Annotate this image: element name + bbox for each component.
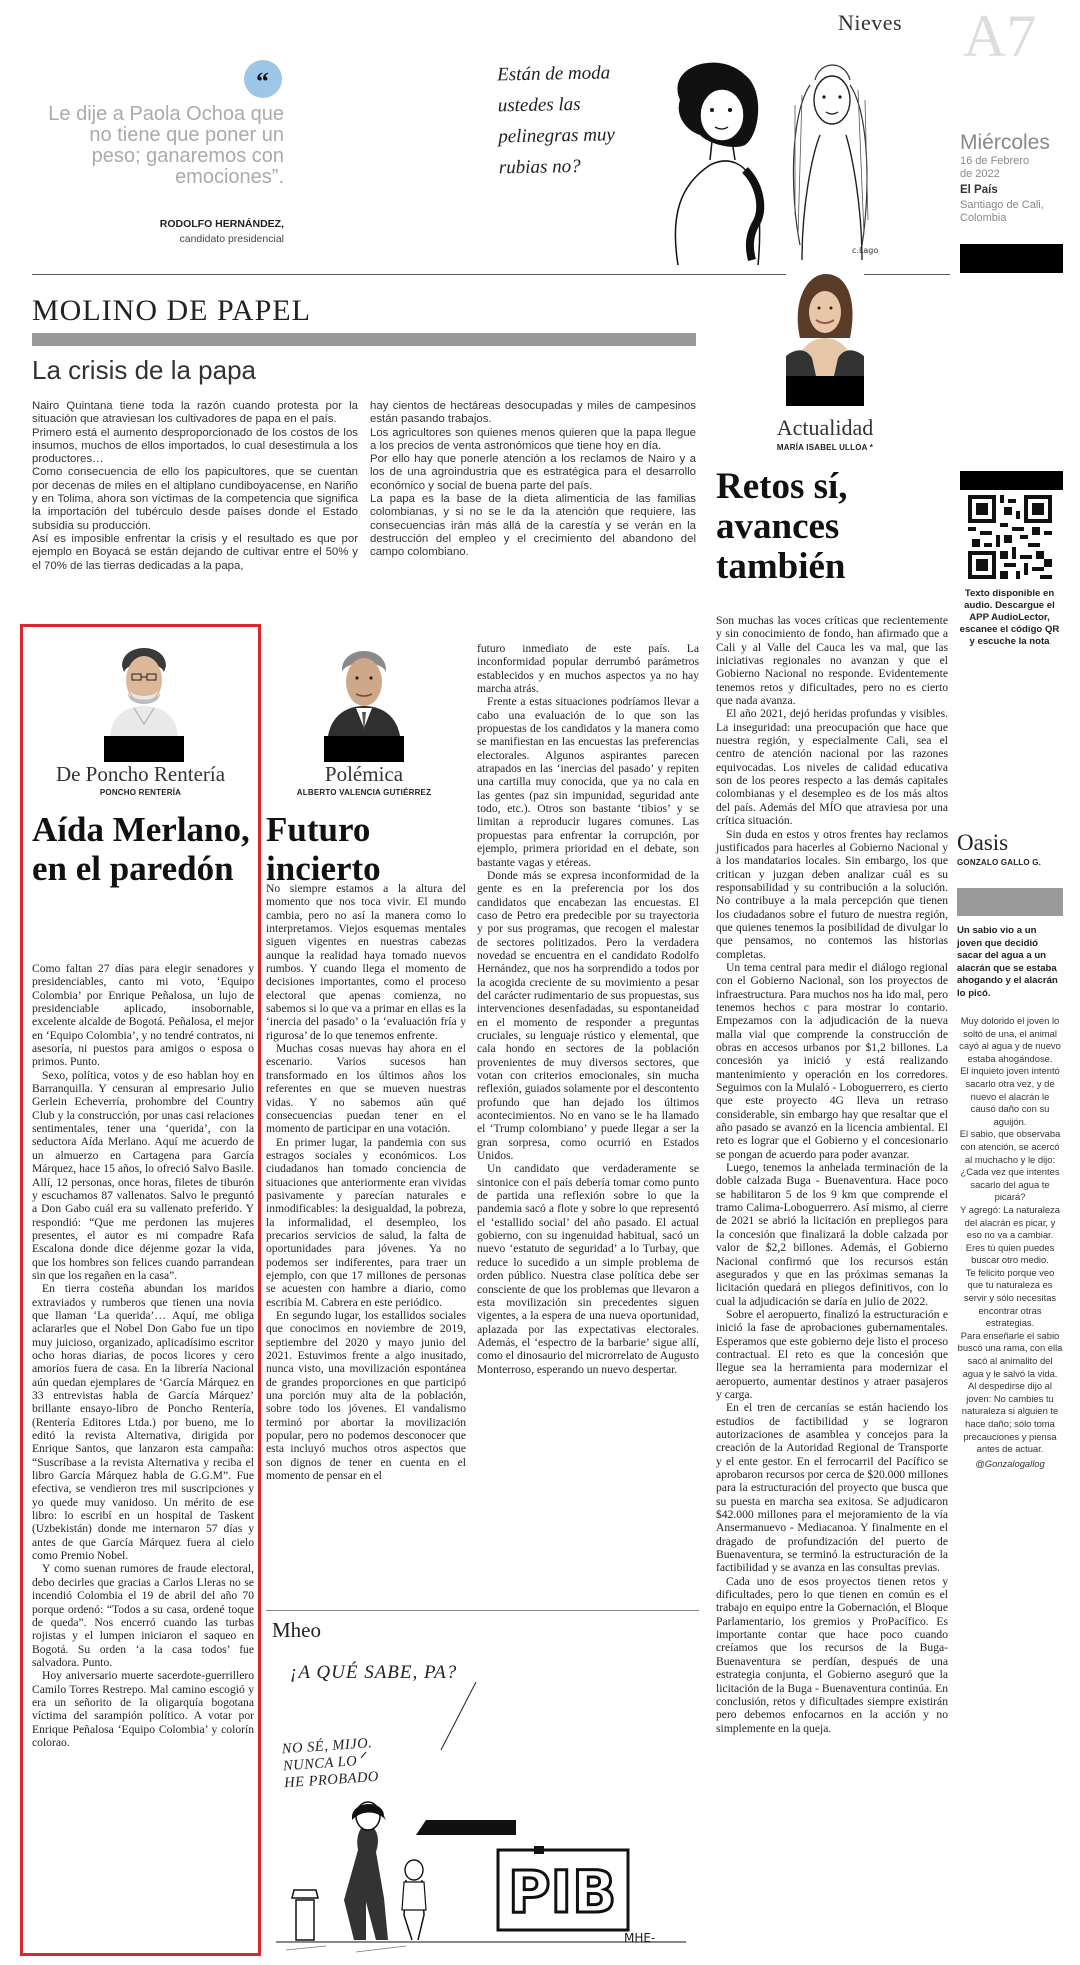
poncho-author: PONCHO RENTERÍA (99, 788, 182, 797)
mheo-title: Mheo (272, 1618, 321, 1642)
molino-kicker: MOLINO DE PAPEL (32, 294, 311, 327)
poncho-paragraph: Y como suenan rumores de fraude electoral, debo decirles que gracias a Carlos Lleras no se incendió Colombia el 19 de abril del año 70 porque ordenó: “Todos a su casa, ordené toque de queda”. Nos encerró cuando las turbas rojistas y el lumpen iniciaron el saqueo en Bogotá. Su orden ‘a la casa todos’ fue salvadora. Punto. (32, 1562, 254, 1669)
cartoon-mheo (266, 1640, 699, 1960)
oasis-paragraph: El sabio, que observaba con atención, se acercó al muchacho y le dijo: ¿Cada vez que intentes sacarlo del agua te picará? (959, 1128, 1061, 1203)
qr-caption: Texto disponible en audio. Descargue el APP AudioLector, escanee el código QR y escuche la nota (959, 588, 1060, 647)
polemica-paragraph: No siempre estamos a la altura del momento que nos toca vivir. El mundo cambia, pero no así la manera como lo interpretamos. Viejos esquemas mentales siguen vigentes en nuestras cabezas aunque la realidad haya tomado nuevos rumbos. Y cuando llega el momento de decisiones importantes, como el proceso electoral que apenas comienza, no sabemos si lo que va a primar en ellas es la ‘inercia del pasado’ o la ‘evaluación fría y rigurosa’ de lo que tenemos enfrente. (266, 882, 466, 1042)
author-photo-valencia (324, 632, 404, 736)
author-photo-bar-poncho (104, 736, 184, 762)
oasis-paragraph: Para enseñarle el sabio buscó una rama, con ella sacó al animalito del agua y le salvó la vida. (957, 1329, 1063, 1379)
poncho-paragraph: En tierra costeña abundan los maridos extraviados y rumberos que tienen una novia que llaman ‘La querida’… Aquí, me obliga aclararles que el Nobel Don Gabo fue un tipo muy juicioso, organizado, aplicadísimo escritor ocho horas diarias, de pocos licores y cero amoríos fuera de casa. En la librería Nacional aún quedan ejemplares de ‘García Márquez en 33 entrevistas habla de García Márquez’ brillante ensayo-libro de Poncho Rentería, (Rentería Editores Ltda.) por bueno, me lo editó la revista Alternativa, dirigida por Enrique Santos, que lanzaron esta campaña: “Suscríbase a la revista Alternativa y reciba el libro García Márquez habla de G.G.M”. Fue efectiva, se vendieron tres mil suscripciones y yo quede muy vanidoso. Un mérito de ese libro: lo escribí en un hospital de Taskent (Uzbekistán) donde me internaron 57 días y antes de que García Márquez fuera al cielo como Premio Nobel. (32, 1282, 254, 1563)
polemica-paragraph: Muchas cosas nuevas hay ahora en el escenario. Varios sucesos han transformado en los últimos años los referentes en que se mueven nuestras vidas. Y no sabemos aún qué consecuencias puedan tener en el momento de participar en una votación. (266, 1042, 466, 1136)
quote-mark-icon (244, 60, 282, 98)
author-photo-poncho (104, 632, 184, 736)
cartoon-mheo-sign: PIB (508, 1858, 617, 1926)
quote-text: Le dije a Paola Ochoa que no tiene que poner un peso; ganaremos con emociones”. (48, 103, 284, 188)
polemica-headline: Futuro incierto (266, 810, 381, 888)
polemica-body-right (477, 642, 699, 1376)
polemica-paragraph: En segundo lugar, los estallidos sociales que conocimos en noviembre de 2019, septiembre del 2020 y mayo junio del 2021. Estuvimos frente a algo inusitado, nunca visto, una movilización espontánea de grandes proporciones en que participó una porción muy alta de la población, sobre todo los jóvenes. El vandalismo terminó por abortar la movilización popular, pero no podemos desconocer que esta incluyó muchos otros aspectos que son dignos de tener en cuenta en el momento de pensar en el (266, 1309, 466, 1483)
cartoon-nieves-signature: c.Lago (852, 246, 879, 255)
actualidad-column-name: Actualidad (776, 415, 874, 440)
oasis-title: Oasis (957, 830, 1009, 855)
actualidad-paragraph: Sobre el aeropuerto, finalizó la estructuración e inició la fase de aprobaciones gubernamentales. Esperamos que este gobierno deje listo el proceso contractual. El reto es que la concesión que llegue sea la herramienta para modernizar el aeropuerto, aumentar destinos y atraer pasajeros y carga. (716, 1307, 948, 1401)
oasis-paragraph: Y agregó: La naturaleza del alacrán es picar, y eso no va a cambiar. Eres tú quien puedes buscar otro medio. (960, 1203, 1060, 1266)
oasis-author: GONZALO GALLO G. (957, 858, 1042, 867)
oasis-bar (957, 888, 1063, 916)
oasis-paragraph: Muy dolorido el joven lo soltó de una, el animal cayó al agua y de nuevo estaba ahogándose. (959, 1015, 1061, 1064)
oasis-paragraph: Te felicito porque veo que tu naturaleza es servir y sólo necesitas encontrar otras estrategias. (963, 1266, 1057, 1329)
page-day: Miércoles (960, 131, 1050, 154)
actualidad-paragraph: Cada uno de esos proyectos tienen retos y dificultades, pero lo que tienen en común es el trabajo en equipo entre la Gobernación, el Bloque Parlamentario, los gremios y ProPacífico. Es importante contar que hace poco cuando creíamos que los recursos de la Buga-Buenaventura se perdían, después de una estrategia conjunta, el Gobierno aseguró que la licitación de la Buga - Buenaventura continúa. En conclusión, retos y dificultades siempre existirán pero debemos enfocarnos en la acción y no simplemente en la queja. (716, 1574, 948, 1735)
actualidad-paragraph: Sin duda en estos y otros frentes hay reclamos justificados para hacerles al Gobierno Nacional y a los mandatarios locales. Sin embargo, los que critican y juzgan deben analizar cuál es su responsabilidad y su contribución a la solución. No contribuye a la mala percepción que tienen los ciudadanos sobre el futuro de nuestra región, que quienes tenemos la posibilidad de divulgar lo que pensamos, no contemos las historias completas. (716, 827, 948, 961)
actualidad-headline: Retos sí, avances también (716, 466, 848, 587)
actualidad-paragraph: El año 2021, dejó heridas profundas y visibles. La inseguridad: una preocupación que hace que nuestra región, y especialmente Cali, sea el centro de atención nacional por las razones equivocadas. Los niveles de calidad educativa son de los peores respecto a las demás capitales colombianas y el desempleo es de los más altos del país. Además del MÍO que atraviesa por una crítica situación. (716, 707, 948, 828)
cartoon-mheo-signature: MHE- (624, 1931, 656, 1945)
polemica-column-name: Polémica (324, 762, 404, 786)
author-photo-bar-ulloa (786, 376, 864, 406)
molino-bar (32, 333, 696, 346)
molino-col1: Nairo Quintana tiene toda la razón cuando protesta por la situación que atraviesan los cultivadores de papa en el país. Primero está el aumento desproporcionado de los costos de los insumos, muchos de ellos importados, lo cual desestimula a los productores… Como consecuencia de ello los papicultores, que se cuentan por decenas de miles en el altiplano cundiboyacense, en Nariño y en Tolima, ahora son víctimas de la competencia que significa la importación del tubérculo desde países donde el Estado subsidia su producción. Así es imposible enfrentar la crisis y el resultado es que por ejemplo en Boyacá se están dejando de cultivar entre el 50% y el 70% de las tierras dedicadas a la papa, (32, 400, 358, 572)
section-name: Nieves (838, 10, 903, 35)
author-photo-ulloa (786, 268, 864, 376)
paper-city: Santiago de Cali, Colombia (960, 199, 1044, 224)
actualidad-paragraph: Un tema central para medir el diálogo regional con el Gobierno Nacional, son los proyectos de infraestructura. Para muchos nos ha ido mal, pero tenemos hechos c para mostrar lo contario. Empezamos con la adjudicación de la nueva malla vial que comprende la construcción de obras en accesos urbanos por $1,2 billones. La concesión ya inició y está realizando mantenimiento y operación en los corredores. Seguimos con la Mulaló - Loboguerrero, es cierto que este proyecto 4G lleva un retraso considerable, sin embargo hay que resaltar que el año pasado se avanzó en la licencia ambiental. El reto es lograr que el Gobierno y el concesionario se pongan de acuerdo para poder avanzar. (716, 960, 948, 1161)
molino-title: La crisis de la papa (32, 355, 257, 385)
author-photo-bar-valencia (324, 736, 404, 762)
qr-code-icon[interactable] (968, 495, 1052, 579)
polemica-paragraph: Donde más se expresa inconformidad de la gente es en la preferencia por los dos candidatos que encabezan las encuestas. El caso de Petro era predecible por su trayectoria y por sus programas, que recogen el malestar de sectores politizados. Pero la verdadera novedad se encuentra en el candidato Rodolfo Hernández, que nos ha sorprendido a todos por la acogida creciente de su movimiento a pesar del carácter rudimentario de sus propuestas, sus intervenciones desenfadadas, su espontaneidad en el momento de responder a preguntas cruciales, su lenguaje rústico y elemental, que cala hondo en sectores de la población provenientes de muy diversos sectores, que votan con criterios emocionales, sin mucha reflexión, guiados solamente por el descontento profundo que han dejado los últimos acontecimientos. No en vano se le ha llamado el ‘Trump colombiano’ y puede llegar a ser la gran sorpresa, como ocurrió en Estados Unidos. (477, 868, 699, 1163)
page-date: 16 de Febrero de 2022 (960, 155, 1030, 180)
mheo-rule (266, 1610, 699, 1611)
poncho-paragraph: Como faltan 27 días para elegir senadores y presidenciables, canto mi voto, ‘Equipo Colombia’ por Enrique Peñalosa, un lujo de presidenciable aplicado, insobornable, excelente alcalde de Bogotá. Peñalosa, el mejor en ‘Equipo Colombia’, y no tendré contratos, ni asesoría, ni puestos para amigos o esposa o primos. Punto. (32, 962, 254, 1069)
svg-text:“: “ (256, 67, 269, 96)
actualidad-paragraph: En el tren de cercanías se están haciendo los estudios de factibilidad y se lograron autorizaciones de asamblea y concejos para la creación de la Autoridad Regional de Transporte y el ente gestor. En el ferrocarril del Pacífico se aprobaron recursos por cerca de $20.000 millones para la estructuración del proyecto que busca que su puesta en marcha sea exitosa. Se adjudicaron $42.000 millones para el mejoramiento de la vía Ansermanuevo - Mediacanoa. Y finalmente en el dragado de profundización del puerto de Buenaventura, se terminó la estructuración de la factibilidad y se avanza en las consultas previas. (716, 1401, 948, 1575)
polemica-paragraph: En primer lugar, la pandemia con sus estragos sociales y económicos. Los ciudadanos han tomado conciencia de situaciones que anteriormente eran vividas pasivamente y parecían naturales e inmodificables: la desigualdad, la pobreza, la informalidad, el desempleo, los precarios servicios de salud, la falta de oportunidades para jóvenes. Ya no podemos ser indiferentes, para traer un ejemplo, con que 17 millones de personas se acuesten con hambre a diario, como escribía M. Cabrera en este periódico. (266, 1135, 466, 1309)
actualidad-author: MARÍA ISABEL ULLOA * (776, 443, 874, 452)
poncho-body (32, 962, 254, 1749)
oasis-paragraph: Al despedirse dijo al joven: No cambies tu naturaleza si alguien te hace daño; sólo toma precauciones y piensa antes de actuar. (961, 1380, 1059, 1455)
polemica-body-left (266, 882, 466, 1482)
cartoon-nieves-caption: Están de moda ustedes las pelinegras muy rubias no? (497, 62, 616, 179)
quote-role: candidato presidencial (179, 233, 284, 245)
page-number: A7 (963, 3, 1037, 69)
actualidad-paragraph: Luego, tenemos la anhelada terminación de la doble calzada Buga - Buenaventura. Hace poco se habilitaron 5 de los 9 km que comprende el tramo Calima-Loboguerrero. Así mismo, al cierre de 2021 se abrió la licitación en prepliegos para la concesión que finalizará la doble calzada por valor de $2,2 billones. Además, el Gobierno Nacional confirmó que los recursos están asegurados y que en las próximas semanas la licitación quedará en pliegos definitivos, con lo cual la adjudicación se daría en julio de 2022. (716, 1161, 948, 1308)
header-black-bar (960, 244, 1063, 273)
polemica-paragraph: Frente a estas situaciones podríamos llevar a cabo una evaluación de lo que son las propuestas de los candidatos y la manera como se manifiestan en las encuestas las preferencias electorales. Algunos aspirantes parecen atrapados en las ‘inercias del pasado’ y repiten una cartilla muy conocida, que ya no cala en las gentes (paz sin impunidad, seguridad ante todo, etc.). Otros son bastante ‘tibios’ y se limitan a reproducir lugares comunes. Las propuestas para enfrentar la corrupción, por ejemplo, primera prioridad en el debate, son bastante vagas y etéreas. (477, 695, 699, 869)
poncho-column-name: De Poncho Rentería (55, 762, 226, 786)
paper-name: El País (960, 184, 998, 196)
polemica-author: ALBERTO VALENCIA GUTIÉRREZ (296, 788, 432, 797)
poncho-paragraph: Hoy aniversario muerte sacerdote-guerrillero Camilo Torres Restrepo. Mal camino escogió y era un señorito de la oligarquía bogotana víctima del sarampión político. A votar por Enrique Peñalosa ‘Equipo Colombia’ y colorín colorao. (32, 1669, 254, 1749)
sidebar-black-bar (960, 471, 1063, 490)
oasis-handle: @Gonzalogallog (975, 1457, 1045, 1469)
polemica-paragraph: futuro inmediato de este país. La inconformidad popular derrumbó parámetros establecidos y en muchos aspectos ya no hay marcha atrás. (477, 642, 699, 696)
poncho-paragraph: Sexo, política, votos y de eso hablan hoy en Barranquilla. Y censuran al empresario Julio Gerlein Echeverría, prohombre del Country Club y la construcción, por unas casi relaciones sentimentales, tener una ‘querida’, con la seductora Aída Merlano. Aquí me acuerdo de un almuerzo en Cartagena para García Márquez, hace 15 años, lo ofreció Salvo Basile. Allí, 12 personas, once horas, filetes de tiburón y escuchamos 87 vallenatos. Salvo le preguntó a Don Gabo cuál era su vallenato preferido. Y respondió: “Que me perdonen las mujeres presentes, el autor es mi compadre Rafa Escalona donde dice déjenme gozar la vida, que los hombres son felices cuando parrandean sin que los regañen en la casa”. (32, 1068, 254, 1282)
actualidad-paragraph: Son muchas las voces críticas que recientemente y sin conocimiento de fondo, han afirmado que a Cali y al Valle del Cauca les va mal, que las iniciativas regionales no avanzan y que el Gobierno Nacional no responde. Evidentemente tenemos retos y dificultades, pero no es cierto que nada avanza. (716, 614, 948, 708)
cartoon-mheo-speech-2: NO SÉ, MIJO. NUNCA LO HE PROBADO (281, 1735, 380, 1792)
polemica-paragraph: Un candidato que verdaderamente se sintonice con el país debería tomar como punto de partida una reflexión sobre lo que la pandemia sacó a flote y sobre lo que representó el ‘estallido social’ del año pasado. El actual gobierno, con su ingenuidad habitual, sacó un nuevo ‘estatuto de seguridad’ a lo Turbay, que reduce lo sucedido a un simple problema de orden público. Nuestra clase política debe ser consciente de que los problemas que llevaron a esta movilización sin precedentes siguen vigentes, a la espera de una nueva oportunidad, aplazada por las expectativas electorales. Además, el ‘espectro de la barbarie’ sigue allí, como el dinosaurio del microrrelato de Augusto Monterroso, esperando un nuevo despertar. (477, 1162, 699, 1376)
oasis-paragraph: El inquieto joven intentó sacarlo otra vez, y de nuevo el alacrán le causó daño con su aguijón. (960, 1065, 1060, 1127)
oasis-lead: Un sabio vio a un joven que decidió sacar del agua a un alacrán que se estaba ahogando y el alacrán lo picó. (957, 925, 1058, 999)
oasis-body (957, 1015, 1063, 1470)
poncho-headline: Aída Merlano, en el paredón (32, 810, 250, 888)
quote-author: RODOLFO HERNÁNDEZ, (159, 218, 284, 230)
actualidad-body (716, 614, 948, 1735)
molino-col2: hay cientos de hectáreas desocupadas y miles de campesinos están pasando trabajos. Los agricultores son quienes menos quieren que la papa llegue a los precios de venta astronómicos que tiene hoy en día. Por ello hay que ponerle atención a los reclamos de Nairo y a los de una agroindustria que es estratégica para el desarrollo económico y social de buena parte del país. La papa es la base de la dieta alimenticia de las familias colombianas, y si no se le da la atención que requiere, las consecuencias irán más allá de la carestía y se verán en la destrucción del empleo y el crecimiento del abandono del campo colombiano. (370, 400, 696, 559)
cartoon-mheo-speech-1: ¡A QUÉ SABE, PA? (290, 1662, 458, 1683)
